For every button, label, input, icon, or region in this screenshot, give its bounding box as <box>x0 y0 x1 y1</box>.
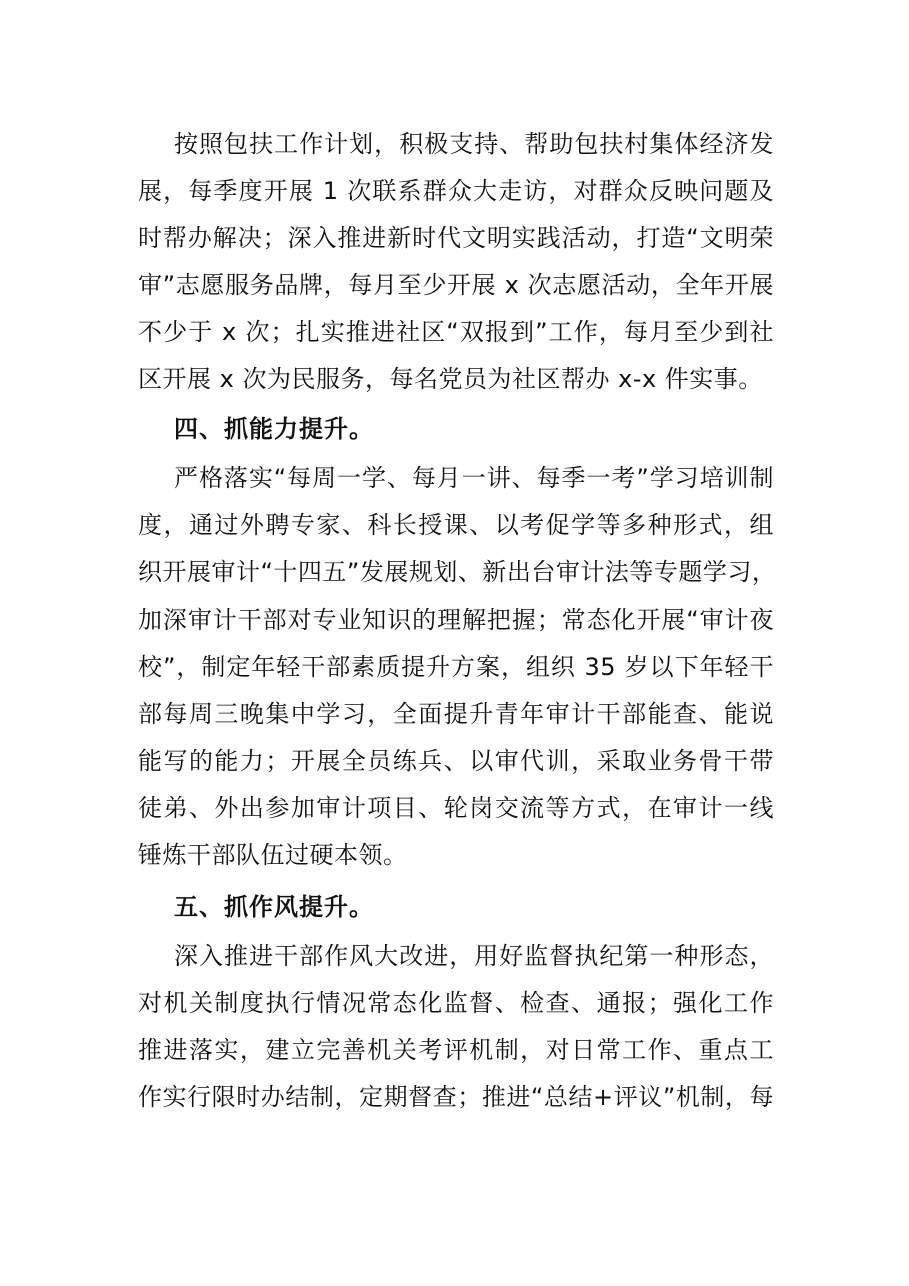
section-heading-5: 五、抓作风提升。 <box>174 893 374 921</box>
paragraph-1-line-5: 不少于 x 次；扎实推进社区“双报到”工作，每月至少到社 <box>138 318 774 346</box>
paragraph-2-line-9: 锤炼干部队伍过硬本领。 <box>138 841 408 869</box>
paragraph-2-line-1: 严格落实“每周一学、每月一讲、每季一考”学习培训制 <box>174 464 774 492</box>
paragraph-2-line-8: 徒弟、外出参加审计项目、轮岗交流等方式，在审计一线 <box>138 794 774 822</box>
paragraph-3-line-2: 对机关制度执行情况常态化监督、检查、通报；强化工作 <box>138 989 774 1017</box>
paragraph-3-line-1: 深入推进干部作风大改进，用好监督执纪第一种形态， <box>174 942 774 970</box>
paragraph-2-line-5: 校”，制定年轻干部素质提升方案，组织 35 岁以下年轻干 <box>138 653 774 681</box>
section-heading-4: 四、抓能力提升。 <box>174 415 374 443</box>
paragraph-2-line-2: 度，通过外聘专家、科长授课、以考促学等多种形式，组 <box>138 511 774 539</box>
paragraph-2-line-3: 织开展审计“十四五”发展规划、新出台审计法等专题学习， <box>138 558 777 586</box>
paragraph-1-line-3: 时帮办解决；深入推进新时代文明实践活动，打造“文明荣 <box>138 224 774 252</box>
paragraph-1-line-4: 审”志愿服务品牌，每月至少开展 x 次志愿活动，全年开展 <box>138 271 774 299</box>
paragraph-1-line-1: 按照包扶工作计划，积极支持、帮助包扶村集体经济发 <box>174 130 774 158</box>
paragraph-3-line-3: 推进落实，建立完善机关考评机制，对日常工作、重点工 <box>138 1036 774 1064</box>
paragraph-1-line-6: 区开展 x 次为民服务，每名党员为社区帮办 x-x 件实事。 <box>138 365 763 393</box>
paragraph-1-line-2: 展，每季度开展 1 次联系群众大走访，对群众反映问题及 <box>138 177 774 205</box>
paragraph-2-line-6: 部每周三晚集中学习，全面提升青年审计干部能查、能说 <box>138 700 774 728</box>
paragraph-3-line-4: 作实行限时办结制，定期督查；推进“总结+评议”机制，每 <box>138 1083 774 1111</box>
paragraph-2-line-7: 能写的能力；开展全员练兵、以审代训，采取业务骨干带 <box>138 747 774 775</box>
paragraph-2-line-4: 加深审计干部对专业知识的理解把握；常态化开展“审计夜 <box>138 606 774 634</box>
